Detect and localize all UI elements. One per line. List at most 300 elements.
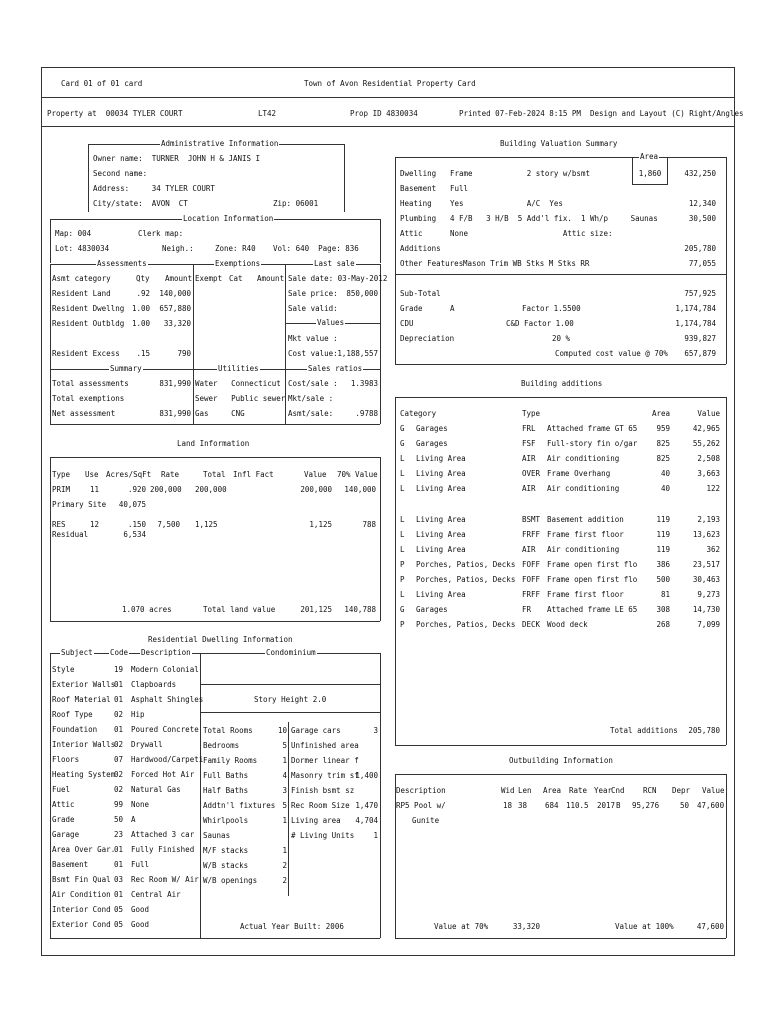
outbuilding-box-top [395, 774, 726, 775]
room-value: 5 [282, 801, 287, 810]
grade-label: Grade [400, 304, 423, 313]
room-value: 4 [282, 771, 287, 780]
addition-type: AIR [522, 484, 536, 493]
outbuilding-cell: B [616, 801, 621, 810]
bvs-value: 77,055 [688, 259, 716, 268]
dwelling-subject: Style [52, 665, 75, 674]
room-label: Bedrooms [203, 741, 240, 750]
addition-category: Living Area [416, 530, 466, 539]
room-label: Dormer linear f [291, 756, 359, 765]
land-cell-type: PRIM [52, 485, 71, 494]
room-value: 5 [282, 741, 287, 750]
assess-excess-amount: 790 [177, 349, 191, 358]
bvs-description: Mason Trim WB Stks M Stks RR [463, 259, 590, 268]
assess-grid-bottom [50, 424, 380, 425]
assess-row-amount: 140,000 [159, 289, 191, 298]
sale-price: 850,000 [346, 289, 378, 298]
room-value: 2 [282, 861, 287, 870]
mkt-sale-label: Mkt/sale : [288, 394, 334, 403]
dwelling-subject: Roof Type [52, 710, 93, 719]
header-rule-2 [41, 126, 734, 127]
outbuilding-header: Wid [501, 786, 515, 795]
additions-title: Building additions [521, 379, 603, 388]
room-label: Saunas [203, 831, 231, 840]
bvs-label: Additions [400, 244, 441, 253]
addition-code: P [400, 620, 405, 629]
bvs-label: Attic [400, 229, 423, 238]
dwelling-code: 01 [114, 860, 124, 869]
outbuilding-cell: 50 [680, 801, 690, 810]
bvs-mid-rule [395, 274, 726, 275]
outbuilding-header: Year [594, 786, 613, 795]
assessments-legend: Assessments [97, 259, 147, 268]
assess-row-category: Resident Outbldg [52, 319, 125, 328]
bvs-description: None Attic size: [450, 229, 613, 238]
cdu-label: CDU [400, 319, 414, 328]
dwelling-description: Clapboards [131, 680, 177, 689]
outbuilding-header: Description [396, 786, 446, 795]
grade-factor: Factor 1.5500 [522, 304, 581, 313]
dwelling-description: Modern Colonial [131, 665, 199, 674]
addition-area: 500 [656, 575, 670, 584]
bvs-value: 12,340 [688, 199, 716, 208]
values-legend: Values [317, 318, 345, 327]
addition-value: 30,463 [692, 575, 720, 584]
assess-row-category: Resident Dwellng [52, 304, 125, 313]
addition-value: 2,193 [697, 515, 720, 524]
addition-description: Air conditioning [547, 484, 620, 493]
land-cell-type: Residual [52, 530, 89, 539]
outbuilding-header: Rate [569, 786, 588, 795]
dwelling-description: Full [131, 860, 150, 869]
rooms-box-top [200, 712, 380, 713]
outbuilding-cell: 95,276 [632, 801, 660, 810]
land-header: Value [304, 470, 327, 479]
dwelling-description: Hardwood/Carpeti [131, 755, 204, 764]
room-label: Addtn'l fixtures [203, 801, 276, 810]
room-label: Rec Room Size [291, 801, 350, 810]
land-cell-total: 1,125 [195, 520, 218, 529]
dwelling-code: 01 [114, 725, 124, 734]
addition-type: OVER [522, 469, 541, 478]
outbuilding-header: Area [543, 786, 562, 795]
condominium-legend: Condominium [266, 648, 316, 657]
grade-value: A [450, 304, 455, 313]
assess-grid-left [50, 264, 51, 424]
dwelling-description: Hip [131, 710, 145, 719]
addition-area: 268 [656, 620, 670, 629]
dwelling-description: Poured Concrete [131, 725, 199, 734]
room-label: Total Rooms [203, 726, 253, 735]
addition-area: 825 [656, 439, 670, 448]
assess-excess-qty: .15 [136, 349, 150, 358]
outbuilding-box-left [395, 774, 396, 938]
assess-header-qty: Qty [136, 274, 150, 283]
subtotal-label: Sub-Total [400, 289, 441, 298]
addition-category: Living Area [416, 590, 466, 599]
outbuilding-header: Value [702, 786, 725, 795]
addition-code: P [400, 575, 405, 584]
dwelling-code: 23 [114, 830, 124, 839]
addition-category: Porches, Patios, Decks [416, 575, 516, 584]
net-assessment-value: 831,990 [159, 409, 191, 418]
outbuilding-cell: 47,600 [697, 801, 725, 810]
addition-type: FRFF [522, 590, 541, 599]
land-cell-acres: 6,534 [123, 530, 146, 539]
bvs-description: 4 F/B 3 H/B 5 Add'l fix. 1 Wh/p Saunas [450, 214, 658, 223]
room-value: 1,400 [355, 771, 378, 780]
land-title: Land Information [177, 439, 250, 448]
prop-id: Prop ID 4830034 [350, 109, 418, 118]
dwelling-subject: Area Over Gar. [52, 845, 116, 854]
bvs-label: Other Features [400, 259, 464, 268]
bvs-box-top [395, 157, 726, 158]
dwelling-code: 07 [114, 755, 124, 764]
land-cell-acres: .920 [127, 485, 146, 494]
room-value: 1 [282, 816, 287, 825]
zip-code: Zip: 06001 [273, 199, 319, 208]
bvs-title: Building Valuation Summary [500, 139, 618, 148]
land-header: Total [203, 470, 226, 479]
dwelling-header-code: Code [110, 648, 129, 657]
addition-description: Basement addition [547, 515, 624, 524]
addition-type: FRL [522, 424, 536, 433]
addition-area: 119 [656, 515, 670, 524]
room-label: M/F stacks [203, 846, 249, 855]
bvs-description: Full [450, 184, 469, 193]
addition-description: Air conditioning [547, 545, 620, 554]
addition-category: Porches, Patios, Decks [416, 620, 516, 629]
dwelling-description: Good [131, 920, 150, 929]
addition-value: 7,099 [697, 620, 720, 629]
land-header: Use [85, 470, 99, 479]
property-address: Property at 00034 TYLER COURT [47, 109, 183, 118]
lot-code: LT42 [258, 109, 277, 118]
room-label: Whirlpools [203, 816, 249, 825]
room-value: 3 [373, 726, 378, 735]
area-box-bottom [632, 184, 668, 185]
outbuilding-desc-cont: Gunite [412, 816, 440, 825]
clerk-map: Clerk map: [138, 229, 184, 238]
utilities-legend: Utilities [218, 364, 259, 373]
total-assessments-label: Total assessments [52, 379, 129, 388]
dwelling-code: 05 [114, 920, 124, 929]
room-label: W/B stacks [203, 861, 249, 870]
dwelling-subject: Exterior Walls [52, 680, 116, 689]
land-cell-use: 12 [90, 520, 100, 529]
addition-code: L [400, 454, 405, 463]
bvs-label: Heating [400, 199, 432, 208]
dwelling-code: 02 [114, 740, 124, 749]
dwelling-description: Attached 3 car [131, 830, 195, 839]
land-header: 70% Value [337, 470, 378, 479]
addition-description: Frame open first flo [547, 560, 638, 569]
dwelling-description: Rec Room W/ Air [131, 875, 199, 884]
assess-row-qty: .92 [136, 289, 150, 298]
dwelling-code: 01 [114, 680, 124, 689]
dwelling-code: 01 [114, 890, 124, 899]
addition-code: L [400, 515, 405, 524]
outbuilding-cell: 684 [545, 801, 559, 810]
outbuilding-title: Outbuilding Information [509, 756, 613, 765]
addition-value: 13,623 [692, 530, 720, 539]
dwelling-subject: Roof Material [52, 695, 111, 704]
dwelling-code: 19 [114, 665, 124, 674]
assess-row-amount: 657,880 [159, 304, 191, 313]
room-value: 10 [277, 726, 287, 735]
addition-type: FSF [522, 439, 536, 448]
exempt-header-cat: Cat [229, 274, 243, 283]
value-70: 33,320 [512, 922, 540, 931]
assess-row-qty: 1.00 [131, 319, 150, 328]
addition-area: 386 [656, 560, 670, 569]
addition-area: 959 [656, 424, 670, 433]
town-title: Town of Avon Residential Property Card [304, 79, 476, 88]
owner-name: Owner name: TURNER JOHN H & JANIS I [93, 154, 261, 163]
dwelling-header-description: Description [141, 648, 191, 657]
assess-row-amount: 33,320 [163, 319, 191, 328]
cost-value-label: Cost value: [288, 349, 338, 358]
dwelling-subject: Basement [52, 860, 89, 869]
bvs-box-bottom [395, 364, 726, 365]
addition-category: Garages [416, 424, 448, 433]
exemptions-legend: Exemptions [215, 259, 261, 268]
sales-ratios-legend: Sales ratios [308, 364, 363, 373]
bvs-label: Dwelling [400, 169, 437, 178]
land-header: Type [52, 470, 71, 479]
addition-code: L [400, 545, 405, 554]
bvs-value: 432,250 [684, 169, 716, 178]
city-state: City/state: AVON CT [93, 199, 188, 208]
room-label: Family Rooms [203, 756, 258, 765]
addition-area: 40 [660, 469, 670, 478]
dwelling-code: 05 [114, 905, 124, 914]
additions-box-top [395, 397, 726, 398]
land-total-label: Total land value [203, 605, 276, 614]
land-cell-total: 200,000 [195, 485, 227, 494]
addition-value: 14,730 [692, 605, 720, 614]
land-cell-type: RES [52, 520, 66, 529]
addition-type: DECK [522, 620, 541, 629]
addition-description: Frame first floor [547, 530, 624, 539]
asmt-sale-label: Asmt/sale: [288, 409, 334, 418]
room-label: Garage cars [291, 726, 341, 735]
dwelling-code: 02 [114, 710, 124, 719]
dwelling-code: 01 [114, 845, 124, 854]
addition-area: 81 [660, 590, 670, 599]
sale-date: Sale date: 03-May-2012 [288, 274, 388, 283]
sale-price-label: Sale price: [288, 289, 338, 298]
card-label: Card 01 of 01 card [61, 79, 143, 88]
addition-value: 55,262 [692, 439, 720, 448]
bvs-description: Yes A/C Yes [450, 199, 563, 208]
room-label: Full Baths [203, 771, 249, 780]
location-box-right [380, 219, 381, 263]
land-cell-rate: 200,000 [150, 485, 182, 494]
grade-amount: 1,174,784 [675, 304, 716, 313]
addition-code: L [400, 590, 405, 599]
dwelling-code: 50 [114, 815, 124, 824]
location-box-left [50, 219, 51, 263]
land-header: Acres/SqFt [106, 470, 152, 479]
room-label: Half Baths [203, 786, 249, 795]
land-cell-rate: 7,500 [157, 520, 180, 529]
additions-box-bottom [395, 745, 726, 746]
dwelling-description: Good [131, 905, 150, 914]
bvs-label: Plumbing [400, 214, 437, 223]
land-cell-value: 1,125 [309, 520, 332, 529]
land-cell-70-value: 140,000 [344, 485, 376, 494]
dwelling-subject: Fuel [52, 785, 71, 794]
addition-description: Attached frame LE 65 [547, 605, 638, 614]
addition-category: Garages [416, 605, 448, 614]
zone: Zone: R40 [215, 244, 256, 253]
addition-value: 9,273 [697, 590, 720, 599]
addition-area: 119 [656, 530, 670, 539]
dwelling-subject: Foundation [52, 725, 98, 734]
dwelling-subject: Attic [52, 800, 75, 809]
subtotal-value: 757,925 [684, 289, 716, 298]
assess-row-category: Resident Land [52, 289, 111, 298]
room-value: 4,704 [355, 816, 378, 825]
room-label: Unfinished area [291, 741, 359, 750]
land-total-70-value: 140,788 [344, 605, 376, 614]
lot-number: Lot: 4830034 [55, 244, 110, 253]
dwelling-subject: Exterior Cond [52, 920, 111, 929]
dwelling-description: Asphalt Shingles [131, 695, 204, 704]
outbuilding-cell: 2017 [597, 801, 616, 810]
additions-header-type: Type [522, 409, 541, 418]
land-cell-type: Primary Site [52, 500, 107, 509]
dwelling-code: 01 [114, 695, 124, 704]
additions-header-value: Value [697, 409, 720, 418]
bvs-box-right [726, 157, 727, 364]
dwelling-subject: Grade [52, 815, 75, 824]
addition-description: Frame open first flo [547, 575, 638, 584]
addition-area: 308 [656, 605, 670, 614]
bvs-value: 30,500 [688, 214, 716, 223]
land-box-left [50, 457, 51, 621]
addition-code: G [400, 439, 405, 448]
land-cell-use: 11 [90, 485, 100, 494]
addition-type: AIR [522, 545, 536, 554]
land-cell-70-value: 788 [362, 520, 376, 529]
value-100-label: Value at 100% [615, 922, 674, 931]
admin-box-right [344, 144, 345, 212]
addition-description: Wood deck [547, 620, 588, 629]
addition-area: 40 [660, 484, 670, 493]
room-value: 1,470 [355, 801, 378, 810]
addition-code: P [400, 560, 405, 569]
additions-header-area: Area [651, 409, 670, 418]
story-height: Story Height 2.0 [254, 695, 327, 704]
addition-description: Full-story fin o/gar [547, 439, 638, 448]
dwelling-description: Drywall [131, 740, 163, 749]
room-label: W/B openings [203, 876, 258, 885]
utility-water: Water Connecticut [195, 379, 281, 388]
room-value: 1 [282, 846, 287, 855]
outer-top-rule [41, 67, 734, 68]
addition-category: Living Area [416, 484, 466, 493]
bvs-description: Frame 2 story w/bsmt [450, 169, 590, 178]
dwelling-subject: Bsmt Fin Qual [52, 875, 111, 884]
exempt-header-exempt: Exempt [195, 274, 223, 283]
dwelling-box-bottom [50, 938, 380, 939]
room-label: Masonry trim sf [291, 771, 359, 780]
land-box-right [380, 457, 381, 621]
dwelling-subject: Interior Walls [52, 740, 116, 749]
rooms-box-divider [288, 722, 289, 896]
cdu-amount: 1,174,784 [675, 319, 716, 328]
last-sale-legend: Last sale [314, 259, 355, 268]
land-total-acres: 1.070 acres [122, 605, 172, 614]
dwelling-description: A [131, 815, 136, 824]
header-rule-1 [41, 97, 734, 98]
outbuilding-cell: 18 [503, 801, 513, 810]
addition-area: 825 [656, 454, 670, 463]
room-label: Finish bsmt sz [291, 786, 355, 795]
addition-code: L [400, 484, 405, 493]
addition-code: G [400, 424, 405, 433]
addition-value: 42,965 [692, 424, 720, 433]
assess-header-amount: Amount [165, 274, 193, 283]
cost-value: 1,188,557 [337, 349, 378, 358]
room-value: 2 [282, 876, 287, 885]
room-value: 1 [282, 756, 287, 765]
depreciation-amount: 939,827 [684, 334, 716, 343]
second-name: Second name: [93, 169, 148, 178]
land-header: Rate [161, 470, 180, 479]
additions-box-right [726, 397, 727, 745]
dwelling-subject: Interior Cond [52, 905, 111, 914]
addition-type: FOFF [522, 560, 541, 569]
outbuilding-cell: RP5 Pool w/ [396, 801, 446, 810]
addition-type: FR [522, 605, 532, 614]
dwelling-title: Residential Dwelling Information [148, 635, 293, 644]
outbuilding-cell: 38 [518, 801, 528, 810]
dwelling-box-right [380, 653, 381, 938]
land-total-value: 201,125 [300, 605, 332, 614]
dwelling-description: Fully Finished [131, 845, 195, 854]
owner-address: Address: 34 TYLER COURT [93, 184, 215, 193]
dwelling-subject: Garage [52, 830, 80, 839]
room-label: # Living Units [291, 831, 355, 840]
land-cell-acres: 40,075 [118, 500, 146, 509]
dwelling-description: None [131, 800, 150, 809]
cost-sale-label: Cost/sale : [288, 379, 338, 388]
dwelling-code: 02 [114, 785, 124, 794]
utility-gas: Gas CNG [195, 409, 245, 418]
land-cell-acres: .150 [127, 520, 146, 529]
addition-area: 119 [656, 545, 670, 554]
computed-cost-value: 657,879 [684, 349, 716, 358]
addition-category: Living Area [416, 454, 466, 463]
depreciation-label: Depreciation [400, 334, 455, 343]
outbuilding-header: Depr [672, 786, 691, 795]
map-number: Map: 004 [55, 229, 92, 238]
addition-value: 23,517 [692, 560, 720, 569]
volume-page: Vol: 640 Page: 836 [273, 244, 359, 253]
addition-category: Garages [416, 439, 448, 448]
year-built: Actual Year Built: 2006 [240, 922, 344, 931]
outbuilding-header: Cnd [611, 786, 625, 795]
utility-sewer: Sewer Public sewer [195, 394, 286, 403]
addition-value: 3,663 [697, 469, 720, 478]
area-value: 1,860 [638, 169, 662, 178]
addition-category: Porches, Patios, Decks [416, 560, 516, 569]
addition-category: Living Area [416, 515, 466, 524]
room-value: 1 [373, 831, 378, 840]
